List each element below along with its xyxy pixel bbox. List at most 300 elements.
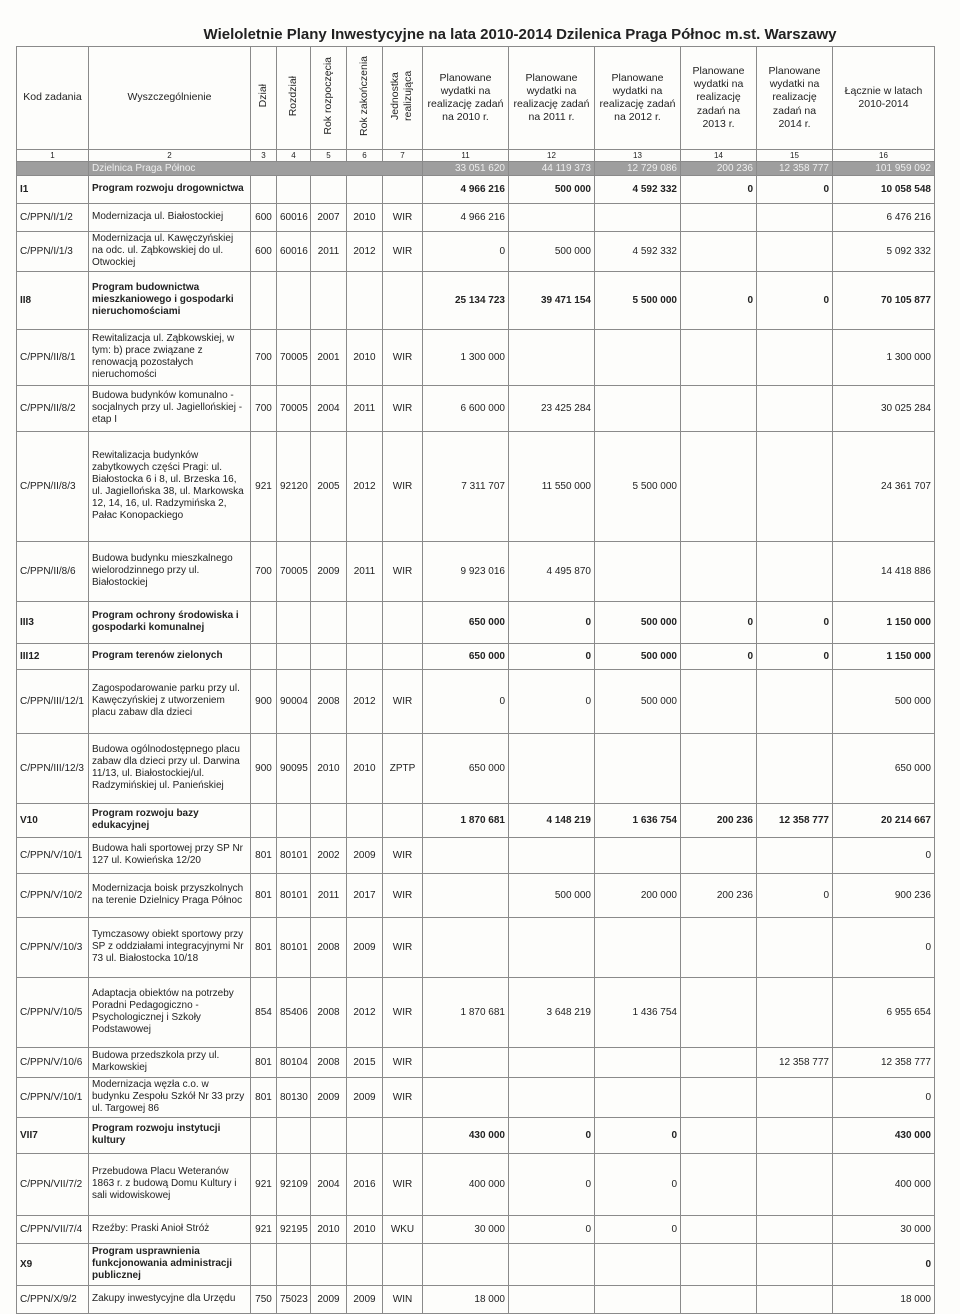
column-number: 11: [423, 150, 509, 162]
total: 650 000: [833, 733, 935, 803]
task-row: [17, 1215, 935, 1243]
start-year: 2007: [311, 204, 347, 232]
task-code: C/PPN/V/10/2: [17, 873, 89, 917]
header-jednostka: Jednostka realizująca: [389, 70, 415, 122]
total: 400 000: [833, 1153, 935, 1215]
end-year: 2009: [347, 1285, 383, 1313]
total: 1 150 000: [833, 601, 935, 643]
end-year: [347, 601, 383, 643]
end-year: 2012: [347, 977, 383, 1047]
header-opis: Wyszczególnienie: [89, 47, 251, 150]
unit: [383, 803, 423, 837]
plan-2012: 0: [595, 1117, 681, 1153]
total: 6 955 654: [833, 977, 935, 1047]
plan-2012: 500 000: [595, 601, 681, 643]
task-description: Program usprawnienia funkcjonowania administracji publicznej: [89, 1243, 251, 1285]
plan-2014: [757, 1243, 833, 1285]
task-code: C/PPN/V/10/6: [17, 1047, 89, 1077]
header-rok-zak-cell: [347, 47, 383, 150]
task-row: [17, 733, 935, 803]
total: 18 000: [833, 1285, 935, 1313]
start-year: [311, 643, 347, 669]
plan-2013: [681, 385, 757, 431]
total: 24 361 707: [833, 431, 935, 541]
plan-2011: [509, 329, 595, 385]
header-jednostka-cell: [383, 47, 423, 150]
plan-2012: [595, 385, 681, 431]
plan-2010: 400 000: [423, 1153, 509, 1215]
start-year: 2004: [311, 1153, 347, 1215]
plan-2014: [757, 917, 833, 977]
start-year: [311, 803, 347, 837]
dzial: 801: [251, 917, 277, 977]
column-number: 2: [89, 150, 251, 162]
plan-2010: 6 600 000: [423, 385, 509, 431]
program-row: [17, 803, 935, 837]
column-number: 4: [277, 150, 311, 162]
summary-value: 101 959 092: [833, 162, 935, 176]
task-row: [17, 329, 935, 385]
task-row: [17, 204, 935, 232]
rozdzial: 80104: [277, 1047, 311, 1077]
plan-2013: [681, 977, 757, 1047]
plan-2011: 4 495 870: [509, 541, 595, 601]
plan-2013: [681, 541, 757, 601]
task-description: Program rozwoju bazy edukacyjnej: [89, 803, 251, 837]
task-description: Modernizacja boisk przyszkolnych na terenie Dzielnicy Praga Północ: [89, 873, 251, 917]
end-year: [347, 1243, 383, 1285]
header-rozdzial: Rozdział: [286, 75, 299, 117]
summary-value: 12 358 777: [757, 162, 833, 176]
plan-2011: [509, 1243, 595, 1285]
plan-2013: [681, 329, 757, 385]
rozdzial: 85406: [277, 977, 311, 1047]
unit: WIR: [383, 917, 423, 977]
dzial: [251, 1117, 277, 1153]
total: 0: [833, 917, 935, 977]
end-year: 2012: [347, 431, 383, 541]
plan-2011: [509, 1077, 595, 1117]
plan-2012: 4 592 332: [595, 176, 681, 204]
unit: [383, 643, 423, 669]
plan-2013: [681, 431, 757, 541]
plan-2014: [757, 204, 833, 232]
plan-2011: 3 648 219: [509, 977, 595, 1047]
plan-2011: [509, 1047, 595, 1077]
plan-2012: 0: [595, 1215, 681, 1243]
plan-2014: [757, 733, 833, 803]
summary-value: 33 051 620: [423, 162, 509, 176]
end-year: 2012: [347, 232, 383, 272]
total: 30 025 284: [833, 385, 935, 431]
plan-2012: [595, 541, 681, 601]
end-year: [347, 803, 383, 837]
unit: WIR: [383, 1077, 423, 1117]
dzial: 921: [251, 1215, 277, 1243]
dzial: [251, 803, 277, 837]
end-year: [347, 271, 383, 329]
start-year: 2001: [311, 329, 347, 385]
task-code: C/PPN/VII/7/4: [17, 1215, 89, 1243]
plan-2010: 4 966 216: [423, 176, 509, 204]
task-row: [17, 385, 935, 431]
task-description: Program rozwoju instytucji kultury: [89, 1117, 251, 1153]
column-number-row: [17, 150, 935, 162]
plan-2010: 1 300 000: [423, 329, 509, 385]
plan-2014: [757, 1077, 833, 1117]
dzial: 921: [251, 431, 277, 541]
plan-2012: [595, 1243, 681, 1285]
column-number: 6: [347, 150, 383, 162]
dzial: 854: [251, 977, 277, 1047]
start-year: 2008: [311, 1047, 347, 1077]
plan-2011: 0: [509, 1215, 595, 1243]
task-description: Program ochrony środowiska i gospodarki komunalnej: [89, 601, 251, 643]
total: 900 236: [833, 873, 935, 917]
unit: [383, 1117, 423, 1153]
plan-2010: 430 000: [423, 1117, 509, 1153]
rozdzial: 80101: [277, 837, 311, 873]
start-year: 2011: [311, 873, 347, 917]
plan-2010: 9 923 016: [423, 541, 509, 601]
task-code: III12: [17, 643, 89, 669]
dzial: 750: [251, 1285, 277, 1313]
header-2014: Planowane wydatki na realizację zadań na 2014 r.: [757, 47, 833, 150]
task-description: Rzeźby: Praski Anioł Stróż: [89, 1215, 251, 1243]
dzial: [251, 271, 277, 329]
task-code: C/PPN/II/8/6: [17, 541, 89, 601]
plan-2010: 650 000: [423, 733, 509, 803]
end-year: 2010: [347, 733, 383, 803]
plan-2013: 0: [681, 271, 757, 329]
rozdzial: [277, 601, 311, 643]
task-description: Budowa przedszkola przy ul. Markowskiej: [89, 1047, 251, 1077]
total: 30 000: [833, 1215, 935, 1243]
plan-2012: 500 000: [595, 643, 681, 669]
task-description: Program terenów zielonych: [89, 643, 251, 669]
task-code: C/PPN/III/12/3: [17, 733, 89, 803]
task-code: X9: [17, 1243, 89, 1285]
plan-2014: [757, 1215, 833, 1243]
plan-2013: [681, 1153, 757, 1215]
task-code: C/PPN/II/8/3: [17, 431, 89, 541]
plan-2010: [423, 1047, 509, 1077]
column-number: 15: [757, 150, 833, 162]
task-code: II8: [17, 271, 89, 329]
total: 0: [833, 837, 935, 873]
plan-2013: 0: [681, 643, 757, 669]
task-code: C/PPN/I/1/3: [17, 232, 89, 272]
task-code: C/PPN/VII/7/2: [17, 1153, 89, 1215]
rozdzial: 90004: [277, 669, 311, 733]
rozdzial: 60016: [277, 204, 311, 232]
summary-row: [17, 162, 935, 176]
start-year: [311, 176, 347, 204]
plan-2012: 1 636 754: [595, 803, 681, 837]
plan-2012: 5 500 000: [595, 271, 681, 329]
task-description: Rewitalizacja ul. Ząbkowskiej, w tym: b) prace związane z renowacją pozostałych nieruchomości: [89, 329, 251, 385]
task-row: [17, 1077, 935, 1117]
plan-2012: [595, 917, 681, 977]
plan-2012: [595, 837, 681, 873]
start-year: 2004: [311, 385, 347, 431]
start-year: [311, 1117, 347, 1153]
plan-2014: [757, 1117, 833, 1153]
rozdzial: 75023: [277, 1285, 311, 1313]
column-number: 3: [251, 150, 277, 162]
unit: WIR: [383, 873, 423, 917]
header-kod: Kod zadania: [17, 47, 89, 150]
end-year: [347, 176, 383, 204]
unit: [383, 601, 423, 643]
task-code: C/PPN/III/12/1: [17, 669, 89, 733]
unit: WIR: [383, 204, 423, 232]
dzial: 801: [251, 1077, 277, 1117]
total: 14 418 886: [833, 541, 935, 601]
plan-2014: [757, 837, 833, 873]
task-description: Adaptacja obiektów na potrzeby Poradni Pedagogiczno - Psychologicznej i Szkoły Podstawowej: [89, 977, 251, 1047]
dzial: 801: [251, 873, 277, 917]
plan-2014: [757, 1153, 833, 1215]
task-description: Program rozwoju drogownictwa: [89, 176, 251, 204]
task-code: C/PPN/V/10/1: [17, 1077, 89, 1117]
start-year: 2011: [311, 232, 347, 272]
plan-2013: 0: [681, 601, 757, 643]
dzial: 600: [251, 232, 277, 272]
unit: WKU: [383, 1215, 423, 1243]
rozdzial: 70005: [277, 385, 311, 431]
task-row: [17, 1153, 935, 1215]
header-razem: Łącznie w latach 2010-2014: [833, 47, 935, 150]
header-2013: Planowane wydatki na realizację zadań na 2013 r.: [681, 47, 757, 150]
plan-2011: [509, 837, 595, 873]
header-dzial-cell: [251, 47, 277, 150]
program-row: [17, 601, 935, 643]
plan-2014: [757, 431, 833, 541]
rozdzial: [277, 643, 311, 669]
dzial: 921: [251, 1153, 277, 1215]
task-row: [17, 232, 935, 272]
plan-2010: [423, 1243, 509, 1285]
plan-2011: 4 148 219: [509, 803, 595, 837]
total: 70 105 877: [833, 271, 935, 329]
task-row: [17, 837, 935, 873]
column-number: 1: [17, 150, 89, 162]
total: 20 214 667: [833, 803, 935, 837]
plan-2014: [757, 977, 833, 1047]
plan-2013: [681, 1215, 757, 1243]
plan-2013: [681, 837, 757, 873]
plan-2012: [595, 204, 681, 232]
end-year: 2009: [347, 1077, 383, 1117]
total: 500 000: [833, 669, 935, 733]
start-year: 2010: [311, 1215, 347, 1243]
plan-2014: [757, 329, 833, 385]
plan-2012: 0: [595, 1153, 681, 1215]
plan-2012: 1 436 754: [595, 977, 681, 1047]
plan-2013: [681, 1243, 757, 1285]
plan-2014: 0: [757, 873, 833, 917]
task-description: Budowa budynku mieszkalnego wielorodzinnego przy ul. Białostockiej: [89, 541, 251, 601]
plan-2012: [595, 1047, 681, 1077]
start-year: [311, 1243, 347, 1285]
task-row: [17, 1047, 935, 1077]
plan-2012: [595, 733, 681, 803]
column-number: 13: [595, 150, 681, 162]
rozdzial: [277, 1117, 311, 1153]
program-row: [17, 643, 935, 669]
plan-2014: [757, 385, 833, 431]
plan-2010: 7 311 707: [423, 431, 509, 541]
header-dzial: Dział: [256, 84, 269, 108]
plan-2014: 12 358 777: [757, 1047, 833, 1077]
end-year: 2011: [347, 385, 383, 431]
end-year: [347, 643, 383, 669]
column-number: 7: [383, 150, 423, 162]
start-year: 2009: [311, 541, 347, 601]
unit: WIR: [383, 541, 423, 601]
header-rok-rozp: Rok rozpoczęcia: [321, 57, 334, 135]
task-row: [17, 917, 935, 977]
rozdzial: 92120: [277, 431, 311, 541]
dzial: 700: [251, 541, 277, 601]
rozdzial: 70005: [277, 329, 311, 385]
task-description: Program budownictwa mieszkaniowego i gospodarki nieruchomościami: [89, 271, 251, 329]
end-year: [347, 1117, 383, 1153]
header-2010: Planowane wydatki na realizację zadań na 2010 r.: [423, 47, 509, 150]
program-row: [17, 271, 935, 329]
plan-2014: 12 358 777: [757, 803, 833, 837]
header-row: [17, 47, 935, 150]
column-number: 5: [311, 150, 347, 162]
plan-2011: 0: [509, 669, 595, 733]
plan-2011: 0: [509, 1117, 595, 1153]
plan-2010: 650 000: [423, 601, 509, 643]
plan-2010: 18 000: [423, 1285, 509, 1313]
plan-2014: [757, 669, 833, 733]
task-row: [17, 873, 935, 917]
plan-2010: 0: [423, 669, 509, 733]
task-code: C/PPN/V/10/1: [17, 837, 89, 873]
task-row: [17, 669, 935, 733]
dzial: [251, 643, 277, 669]
end-year: 2009: [347, 837, 383, 873]
rozdzial: 70005: [277, 541, 311, 601]
plan-2010: 1 870 681: [423, 803, 509, 837]
program-row: [17, 1243, 935, 1285]
plan-2011: 0: [509, 643, 595, 669]
task-row: [17, 541, 935, 601]
start-year: [311, 601, 347, 643]
plan-2011: 500 000: [509, 176, 595, 204]
total: 1 300 000: [833, 329, 935, 385]
plan-2012: 500 000: [595, 669, 681, 733]
task-description: Budowa ogólnodostępnego placu zabaw dla dzieci przy ul. Darwina 11/13, ul. Białostockiej/ul. Radzymińskiej ul. Panieńskiej: [89, 733, 251, 803]
column-number: 12: [509, 150, 595, 162]
program-row: [17, 1117, 935, 1153]
task-code: C/PPN/V/10/3: [17, 917, 89, 977]
unit: WIR: [383, 977, 423, 1047]
dzial: [251, 1243, 277, 1285]
plan-2011: [509, 733, 595, 803]
task-description: Budowa budynków komunalno - socjalnych przy ul. Jagiellońskiej - etap I: [89, 385, 251, 431]
start-year: 2002: [311, 837, 347, 873]
plan-2011: 23 425 284: [509, 385, 595, 431]
start-year: 2008: [311, 669, 347, 733]
plan-2010: 1 870 681: [423, 977, 509, 1047]
rozdzial: [277, 271, 311, 329]
dzial: [251, 176, 277, 204]
plan-2012: [595, 329, 681, 385]
end-year: 2010: [347, 1215, 383, 1243]
table-body: [17, 176, 935, 1314]
task-code: C/PPN/X/9/2: [17, 1285, 89, 1313]
task-description: Modernizacja węzła c.o. w budynku Zespołu Szkół Nr 33 przy ul. Targowej 86: [89, 1077, 251, 1117]
plan-2013: 0: [681, 176, 757, 204]
summary-label: Dzielnica Praga Północ: [89, 162, 423, 176]
plan-2013: [681, 204, 757, 232]
unit: [383, 176, 423, 204]
plan-2012: 200 000: [595, 873, 681, 917]
start-year: [311, 271, 347, 329]
unit: WIR: [383, 669, 423, 733]
rozdzial: 80101: [277, 917, 311, 977]
summary-value: 200 236: [681, 162, 757, 176]
plan-2014: 0: [757, 271, 833, 329]
total: 1 150 000: [833, 643, 935, 669]
plan-2012: [595, 1077, 681, 1117]
end-year: 2015: [347, 1047, 383, 1077]
total: 6 476 216: [833, 204, 935, 232]
plan-2010: [423, 917, 509, 977]
total: 0: [833, 1077, 935, 1117]
plan-2013: 200 236: [681, 803, 757, 837]
total: 0: [833, 1243, 935, 1285]
program-row: [17, 176, 935, 204]
plan-2011: 500 000: [509, 873, 595, 917]
task-code: C/PPN/II/8/2: [17, 385, 89, 431]
plan-2011: 0: [509, 1153, 595, 1215]
page-title: Wieloletnie Plany Inwestycyjne na lata 2010-2014 Dzilenica Praga Północ m.st. Warszawy: [203, 26, 837, 43]
task-description: Tymczasowy obiekt sportowy przy SP z oddziałami integracyjnymi Nr 73 ul. Białostocka 10/18: [89, 917, 251, 977]
plan-2011: [509, 917, 595, 977]
start-year: 2008: [311, 977, 347, 1047]
plan-2013: [681, 232, 757, 272]
plan-2014: 0: [757, 601, 833, 643]
unit: WIR: [383, 329, 423, 385]
unit: [383, 271, 423, 329]
plan-2013: [681, 1047, 757, 1077]
task-row: [17, 431, 935, 541]
header-rozdzial-cell: [277, 47, 311, 150]
header-2011: Planowane wydatki na realizację zadań na 2011 r.: [509, 47, 595, 150]
unit: ZPTP: [383, 733, 423, 803]
plan-2013: [681, 917, 757, 977]
end-year: 2012: [347, 669, 383, 733]
plan-2013: [681, 733, 757, 803]
task-description: Zakupy inwestycyjne dla Urzędu: [89, 1285, 251, 1313]
dzial: 900: [251, 733, 277, 803]
plan-2013: [681, 1117, 757, 1153]
rozdzial: [277, 176, 311, 204]
unit: WIR: [383, 385, 423, 431]
plan-2010: 4 966 216: [423, 204, 509, 232]
task-code: C/PPN/I/1/2: [17, 204, 89, 232]
column-number: 14: [681, 150, 757, 162]
plan-2011: [509, 204, 595, 232]
rozdzial: [277, 1243, 311, 1285]
unit: [383, 1243, 423, 1285]
